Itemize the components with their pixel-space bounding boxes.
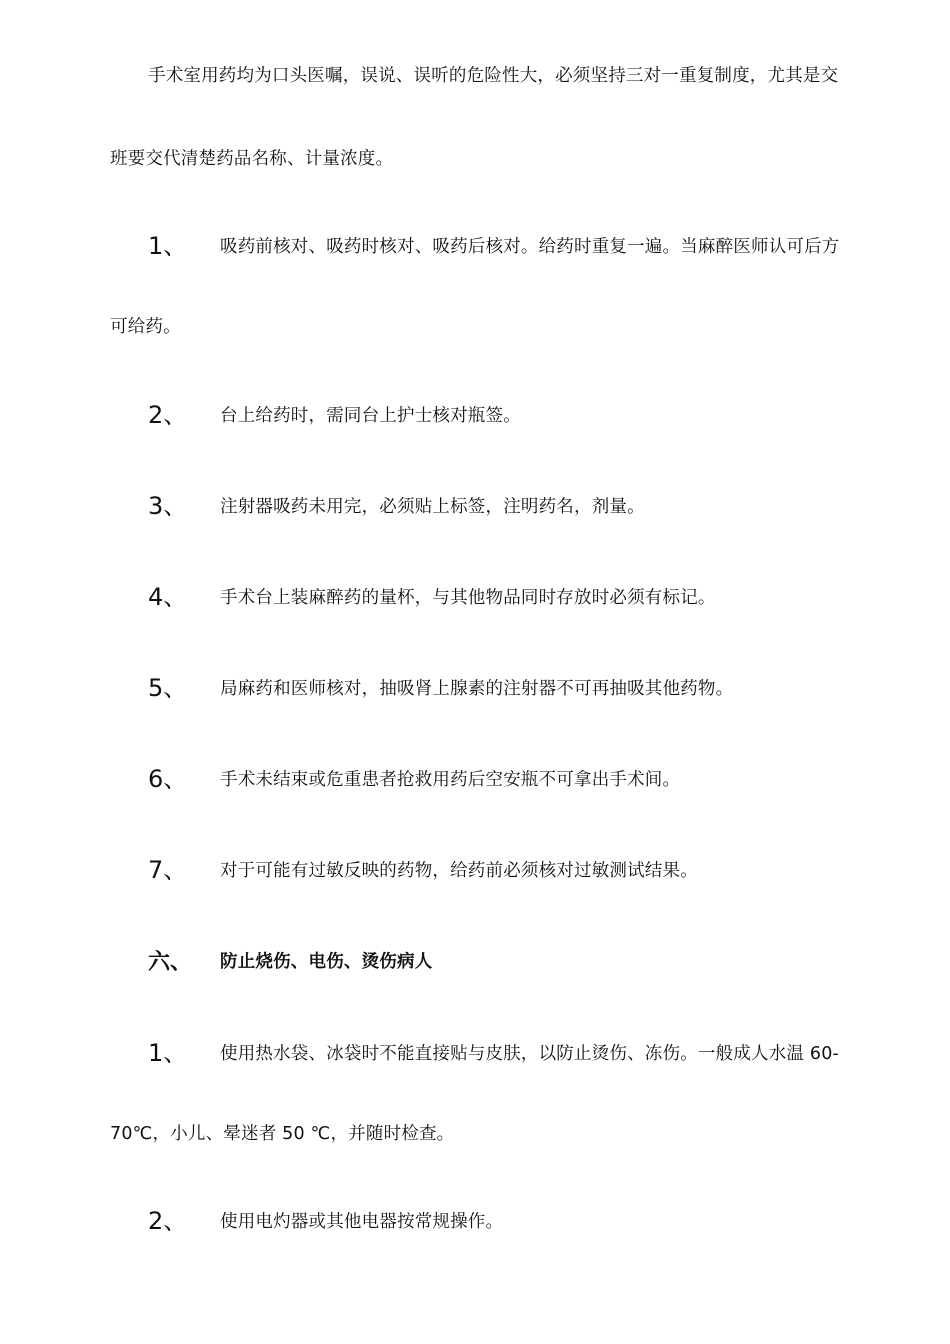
- item-2-text: 台上给药时，需同台上护士核对瓶签。: [220, 406, 521, 426]
- section-6-item-1-number: 1、: [148, 1039, 188, 1067]
- item-7-text: 对于可能有过敏反映的药物，给药前必须核对过敏测试结果。: [220, 861, 698, 881]
- item-1-text: 吸药前核对、吸药时核对、吸药后核对。给药时重复一遍。当麻醉医师认可后方: [220, 237, 840, 257]
- item-5-text: 局麻药和医师核对，抽吸肾上腺素的注射器不可再抽吸其他药物。: [220, 679, 734, 699]
- intro-line-2: 班要交代清楚药品名称、计量浓度。: [110, 149, 394, 169]
- item-5-number: 5、: [148, 674, 188, 702]
- intro-line-1: 手术室用药均为口头医嘱，误说、误听的危险性大，必须坚持三对一重复制度，尤其是交: [148, 66, 839, 86]
- section-6-item-2-text: 使用电灼器或其他电器按常规操作。: [220, 1212, 504, 1232]
- item-7-number: 7、: [148, 856, 188, 884]
- item-6-text: 手术未结束或危重患者抢救用药后空安瓶不可拿出手术间。: [220, 770, 681, 790]
- item-3-number: 3、: [148, 492, 188, 520]
- section-6-title: 防止烧伤、电伤、烫伤病人: [220, 952, 433, 972]
- section-6-item-1-continuation: 70℃，小儿、晕迷者 50 ℃，并随时检查。: [110, 1124, 455, 1144]
- section-6-item-1-text: 使用热水袋、冰袋时不能直接贴与皮肤，以防止烫伤、冻伤。一般成人水温 60-: [220, 1044, 840, 1064]
- item-1-number: 1、: [148, 232, 188, 260]
- section-6-number: 六、: [148, 950, 193, 975]
- item-2-number: 2、: [148, 401, 188, 429]
- section-6-item-2-number: 2、: [148, 1207, 188, 1235]
- item-6-number: 6、: [148, 765, 188, 793]
- item-3-text: 注射器吸药未用完，必须贴上标签，注明药名，剂量。: [220, 497, 645, 517]
- item-4-number: 4、: [148, 583, 188, 611]
- item-4-text: 手术台上装麻醉药的量杯，与其他物品同时存放时必须有标记。: [220, 588, 716, 608]
- item-1-continuation: 可给药。: [110, 317, 181, 337]
